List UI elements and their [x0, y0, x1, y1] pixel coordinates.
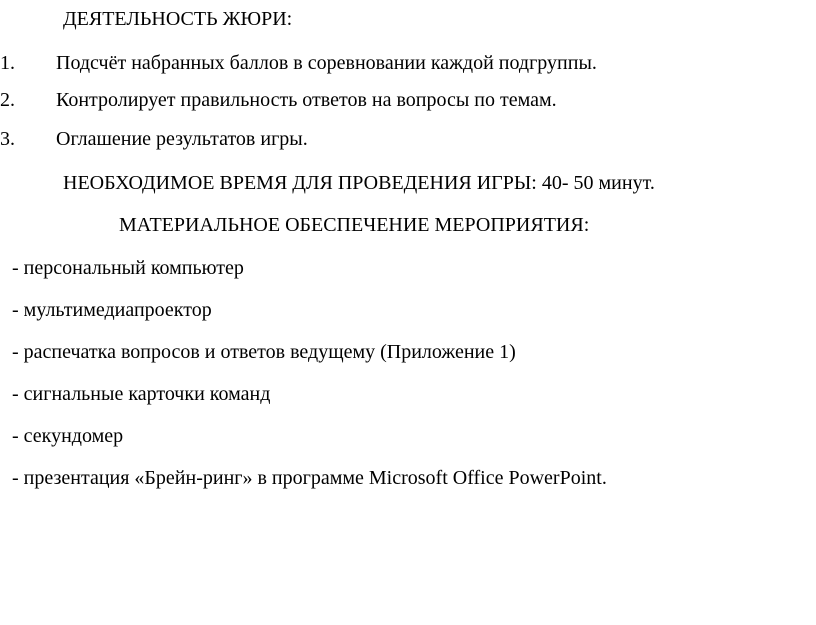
jury-item-number: 2. [0, 89, 15, 111]
jury-item-text: Подсчёт набранных баллов в соревновании каждой подгруппы. [56, 52, 597, 74]
jury-heading: ДЕЯТЕЛЬНОСТЬ ЖЮРИ: [63, 8, 293, 30]
materials-heading: МАТЕРИАЛЬНОЕ ОБЕСПЕЧЕНИЕ МЕРОПРИЯТИЯ: [119, 214, 590, 236]
jury-item-text: Контролирует правильность ответов на вопросы по темам. [56, 89, 557, 111]
jury-item-number: 1. [0, 52, 15, 74]
jury-item-text: Оглашение результатов игры. [56, 128, 308, 150]
materials-item: - презентация «Брейн-ринг» в программе Microsoft Office PowerPoint. [12, 467, 607, 489]
materials-item: - мультимедиапроектор [12, 299, 212, 321]
materials-item: - распечатка вопросов и ответов ведущему (Приложение 1) [12, 341, 516, 363]
time-required-text: НЕОБХОДИМОЕ ВРЕМЯ ДЛЯ ПРОВЕДЕНИЯ ИГРЫ: 40- 50 минут. [63, 172, 655, 194]
materials-item: - сигнальные карточки команд [12, 383, 271, 405]
jury-item-number: 3. [0, 128, 15, 150]
materials-item: - секундомер [12, 425, 124, 447]
materials-item: - персональный компьютер [12, 257, 244, 279]
